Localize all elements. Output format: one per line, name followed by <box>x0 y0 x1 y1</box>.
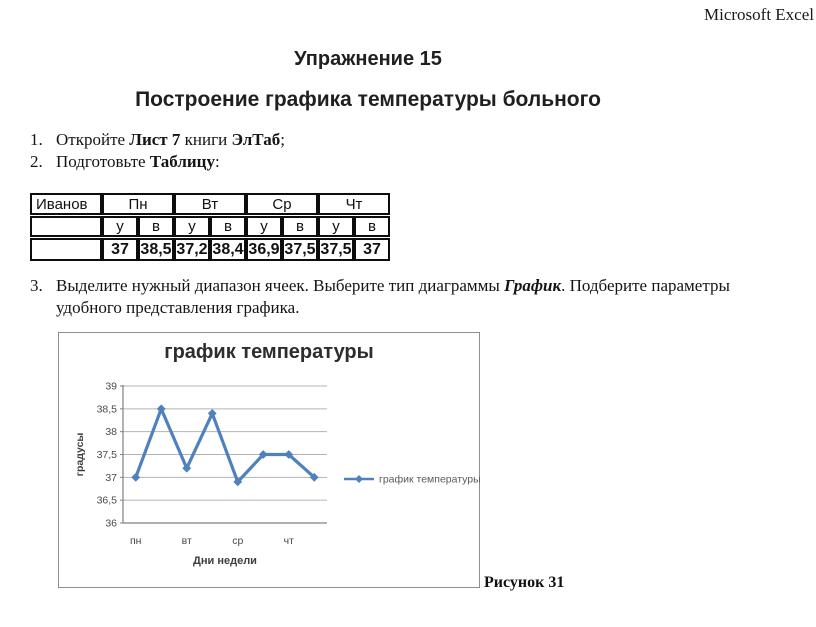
table-cell: в <box>210 216 246 237</box>
data-point-marker <box>157 404 166 413</box>
steps-list-top <box>30 129 770 173</box>
table-cell: в <box>354 216 390 237</box>
y-tick-label: 37 <box>105 471 117 484</box>
step-text: Откройте Лист 7 книги ЭлТаб; <box>56 130 285 149</box>
temperature-line-chart <box>59 333 481 589</box>
step-number: 3. <box>30 276 43 295</box>
header-app-label: Microsoft Excel <box>704 5 814 24</box>
temperature-chart-frame <box>58 332 480 588</box>
x-tick-label: ср <box>232 535 244 547</box>
table-cell: Пн <box>102 193 174 215</box>
y-tick-label: 37,5 <box>96 449 117 461</box>
step-number: 2. <box>30 152 43 171</box>
steps-list-bottom <box>30 275 770 319</box>
y-tick-label: 39 <box>105 380 117 393</box>
table-cell: 37,2 <box>174 238 210 261</box>
y-tick-label: 36 <box>105 517 117 530</box>
table-cell: у <box>318 216 354 237</box>
table-cell: 36,9 <box>246 238 282 261</box>
x-tick-label: вт <box>181 535 192 547</box>
step-item <box>30 275 770 319</box>
table-row <box>30 193 390 215</box>
x-tick-label: пн <box>130 535 142 547</box>
table-cell: Иванов <box>30 193 102 215</box>
temperature-table <box>30 192 390 262</box>
y-tick-label: 38 <box>105 426 117 439</box>
table-cell: 37,5 <box>318 238 354 261</box>
step-item <box>30 151 770 173</box>
y-tick-label: 36,5 <box>96 494 117 507</box>
x-axis-title: Дни недели <box>193 555 257 567</box>
step-text: Выделите нужный диапазон ячеек. Выберите тип диаграммы График. Подберите параметры удобного представления графика. <box>56 276 730 317</box>
legend-label: график температуры <box>379 473 481 486</box>
y-axis-title: градусы <box>74 432 86 477</box>
table-cell: в <box>138 216 174 237</box>
x-tick-label: чт <box>283 535 294 547</box>
table-cell: 37 <box>354 238 390 261</box>
table-cell <box>30 216 102 237</box>
series-line <box>136 409 315 482</box>
step-item <box>30 129 770 151</box>
table-cell <box>30 238 102 261</box>
table-cell: у <box>102 216 138 237</box>
table-cell: Вт <box>174 193 246 215</box>
table-row <box>30 216 390 237</box>
table-row <box>30 238 390 261</box>
table-cell: у <box>246 216 282 237</box>
table-cell: 38,4 <box>210 238 246 261</box>
exercise-title: Упражнение 15 <box>294 48 442 70</box>
table-cell: у <box>174 216 210 237</box>
table-cell: в <box>282 216 318 237</box>
table-cell: Ср <box>246 193 318 215</box>
document-subtitle: Построение графика температуры больного <box>135 88 601 111</box>
figure-caption: Рисунок 31 <box>484 574 565 591</box>
table-cell: 37,5 <box>282 238 318 261</box>
step-text: Подготовьте Таблицу: <box>56 152 220 171</box>
data-point-marker <box>131 473 140 482</box>
table-cell: Чт <box>318 193 390 215</box>
table-cell: 37 <box>102 238 138 261</box>
y-tick-label: 38,5 <box>96 403 117 416</box>
step-number: 1. <box>30 130 43 149</box>
legend-marker <box>355 475 363 483</box>
table-cell: 38,5 <box>138 238 174 261</box>
chart-title: график температуры <box>164 341 374 363</box>
